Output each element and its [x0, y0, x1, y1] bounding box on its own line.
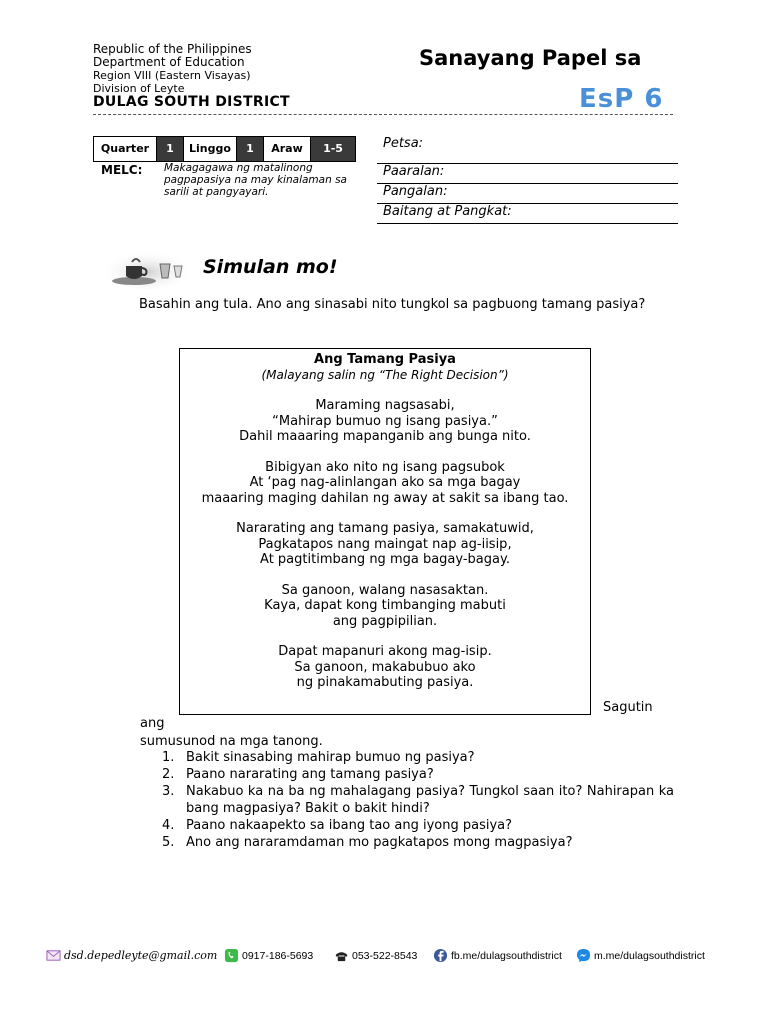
question-item	[140, 817, 674, 834]
header-district: DULAG SOUTH DISTRICT	[93, 94, 290, 110]
melc-text: Makagagawa ng matalinong pagpapasiya na may kinalaman sa sarili at pangyayari.	[164, 162, 347, 198]
intro-paragraph: Basahin ang tula. Ano ang sinasabi nito tungkol sa pagbuong tamang pasiya?	[139, 297, 646, 312]
quarter-week-day-table	[93, 136, 356, 162]
question-number: 2.	[162, 767, 175, 782]
poem-stanza	[180, 460, 590, 507]
questions-intro-b: ang	[140, 716, 165, 731]
telephone-icon	[334, 948, 349, 963]
envelope-icon	[46, 948, 61, 963]
header-line-region: Region VIII (Eastern Visayas)	[93, 69, 251, 82]
footer-facebook[interactable]	[433, 948, 562, 963]
quarter-label: Quarter	[94, 137, 157, 162]
poem-line: Dapat mapanuri akong mag-isip.	[278, 644, 492, 659]
poem-stanza	[180, 521, 590, 568]
day-label: Araw	[264, 137, 311, 162]
date-field[interactable]: Petsa:	[383, 136, 424, 151]
question-item	[140, 783, 674, 817]
week-label: Linggo	[184, 137, 237, 162]
question-item	[140, 749, 674, 766]
day-value: 1-5	[311, 137, 356, 162]
poem-stanza	[180, 398, 590, 445]
header-block	[93, 43, 290, 109]
teacups-icon	[104, 248, 190, 290]
poem-line: ng pinakamabuting pasiya.	[296, 675, 474, 690]
footer-email-text: dsd.depedleyte@gmail.com	[64, 949, 218, 962]
name-field[interactable]: Pangalan:	[377, 183, 678, 203]
poem-subtitle: (Malayang salin ng “The Right Decision”)	[261, 367, 509, 382]
question-item	[140, 834, 674, 851]
question-text: Bakit sinasabing mahirap bumuo ng pasiya?	[186, 750, 475, 765]
poem-title: Ang Tamang Pasiya	[314, 352, 456, 367]
question-text: Nakabuo ka na ba ng mahalagang pasiya? Tungkol saan ito? Nahirapan ka bang magpasiya? Bakit o bakit hindi?	[186, 784, 674, 816]
poem-line: Nararating ang tamang pasiya, samakatuwid,	[236, 521, 534, 536]
footer-mobile-text: 0917-186-5693	[242, 949, 314, 962]
poem-line: At ‘pag nag-alinlangan ako sa mga bagay	[249, 475, 521, 490]
phone-chat-icon	[224, 948, 239, 963]
question-number: 5.	[162, 835, 175, 850]
question-text: Ano ang nararamdaman mo pagkatapos mong magpasiya?	[186, 835, 573, 850]
question-text: Paano nararating ang tamang pasiya?	[186, 767, 434, 782]
questions-list	[140, 749, 674, 851]
question-number: 4.	[162, 818, 175, 833]
messenger-icon	[576, 948, 591, 963]
poem-box	[179, 348, 591, 715]
poem-line: Kaya, dapat kong timbanging mabuti	[264, 598, 506, 613]
poem-line: Sa ganoon, walang nasasaktan.	[281, 582, 489, 598]
header-line-republic: Republic of the Philippines	[93, 42, 252, 56]
question-number: 3.	[162, 784, 175, 799]
footer-messenger[interactable]	[576, 948, 705, 963]
question-item	[140, 766, 674, 783]
worksheet-title: Sanayang Papel sa	[419, 46, 642, 70]
poem-stanza	[180, 583, 590, 630]
section-title: Simulan mo!	[203, 256, 338, 278]
question-number: 1.	[162, 750, 175, 765]
footer-email[interactable]	[46, 948, 217, 963]
footer-phone-text: 053-522-8543	[352, 949, 418, 962]
melc-label: MELC:	[101, 163, 143, 177]
header-line-deped: Department of Education	[93, 55, 245, 69]
grade-section-field[interactable]: Baitang at Pangkat:	[377, 203, 678, 224]
poem-line: Pagkatapos nang maingat nap ag-iisip,	[258, 536, 512, 552]
footer-contacts	[46, 948, 726, 966]
poem-stanza	[180, 644, 590, 691]
poem-line: Dahil maaaring mapanganib ang bunga nito.	[239, 429, 531, 444]
questions-intro-c: sumusunod na mga tanong.	[140, 734, 323, 749]
footer-facebook-text: fb.me/dulagsouthdistrict	[451, 949, 562, 962]
facebook-icon	[433, 948, 448, 963]
questions-intro-a: Sagutin	[603, 700, 653, 715]
poem-line: Maraming nagsasabi,	[315, 398, 455, 413]
question-text: Paano nakaapekto sa ibang tao ang iyong pasiya?	[186, 818, 513, 833]
subject-title: EsP 6	[579, 84, 664, 114]
poem-line: Bibigyan ako nito ng isang pagsubok	[265, 459, 505, 475]
poem-line: ang pagpipilian.	[332, 613, 438, 629]
poem-line: “Mahirap bumuo ng isang pasiya.”	[272, 413, 498, 429]
footer-mobile[interactable]	[224, 948, 313, 963]
footer-messenger-text: m.me/dulagsouthdistrict	[594, 949, 705, 962]
school-field[interactable]: Paaralan:	[377, 163, 678, 183]
poem-line: maaaring maging dahilan ng away at sakit sa ibang tao.	[201, 490, 569, 506]
header-line-division: Division of Leyte	[93, 82, 185, 95]
poem-line: At pagtitimbang ng mga bagay-bagay.	[260, 552, 510, 567]
quarter-value: 1	[157, 137, 184, 162]
footer-phone[interactable]	[334, 948, 417, 963]
header-divider	[93, 114, 673, 115]
poem-line: Sa ganoon, makabubuo ako	[294, 659, 476, 675]
week-value: 1	[237, 137, 264, 162]
